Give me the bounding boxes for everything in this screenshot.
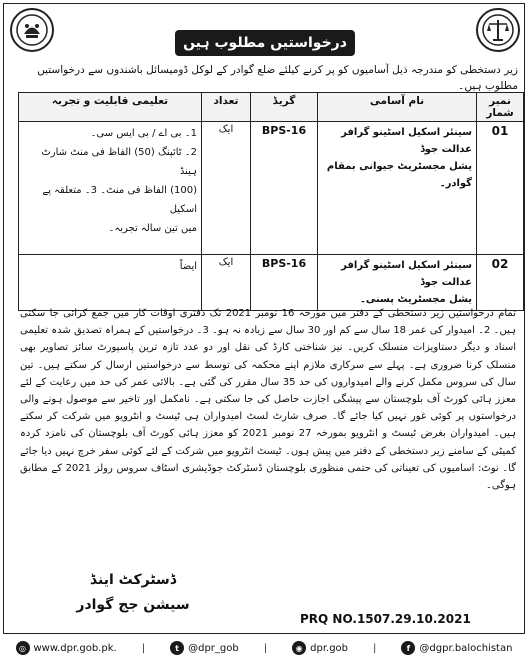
government-emblem-icon	[10, 8, 54, 52]
header-post-name: نام آسامی	[318, 93, 477, 122]
serial-number: 02	[477, 255, 524, 311]
header-count: تعداد	[202, 93, 251, 122]
serial-number: 01	[477, 122, 524, 255]
post-name-line: یشل مجسٹریٹ پسنی۔	[359, 294, 472, 305]
grade-value: BPS-16	[251, 122, 318, 255]
footer-twitter[interactable]	[170, 641, 239, 655]
post-name-line: یشل مجسٹریٹ جیوانی بمقام گوادر۔	[326, 161, 472, 189]
facebook-icon: f	[401, 641, 415, 655]
grade-value: BPS-16	[251, 255, 318, 311]
signature-line: ڈسٹرکٹ اینڈ	[89, 572, 177, 588]
post-name	[318, 122, 477, 255]
divider: |	[373, 642, 377, 654]
prq-number: PRQ NO.1507.29.10.2021	[300, 612, 471, 626]
qualification-line: 2۔ ٹائپنگ (50) الفاظ فی منٹ شارٹ ہینڈ	[41, 147, 197, 177]
scales-of-justice-icon	[476, 8, 520, 52]
page-title: درخواستیں مطلوب ہیں	[175, 30, 355, 56]
footer-facebook[interactable]	[401, 641, 512, 655]
post-name	[318, 255, 477, 311]
footer-website[interactable]	[16, 641, 117, 655]
divider: |	[141, 642, 146, 654]
twitter-handle[interactable]: @dpr_gob	[188, 642, 239, 654]
table-row	[19, 122, 524, 255]
intro-text: زیر دستخطی کو مندرجہ ذیل آسامیوں کو پر کرنے کیلئے ضلع گوادر کے لوکل ڈومیسائل باشندوں سے درخواستیں مطلوب ہیں۔	[37, 64, 518, 92]
count-value: ایک	[202, 255, 251, 311]
footer-instagram[interactable]	[292, 641, 348, 655]
signature-block	[58, 568, 208, 618]
post-name-line: سینئر اسکیل اسٹینو گرافر عدالت جوڈ	[341, 260, 472, 288]
count-value: ایک	[202, 122, 251, 255]
table-row	[19, 255, 524, 311]
header-grade: گریڈ	[251, 93, 318, 122]
vacancies-table	[18, 92, 524, 311]
qualification	[19, 122, 202, 255]
qualification-line: (100) الفاظ فی منٹ۔ 3۔ متعلقہ پے اسکیل	[42, 185, 197, 215]
footer	[3, 633, 525, 662]
qualification-line: میں تین سالہ تجربہ۔	[108, 223, 197, 234]
signature-line: سیشن جج گوادر	[76, 597, 190, 613]
qualification-line: 1۔ بی اے / بی ایس سی۔	[90, 128, 197, 139]
facebook-handle[interactable]: @dgpr.balochistan	[419, 642, 513, 654]
terms-and-conditions: تمام درخواستیں زیر دستخطی کے دفتر میں مورخہ 16 نومبر 2021 تک دفتری اوقات کار میں جمع کرائی جا سکتی ہیں۔ 2۔ امیدوار کی عمر 18 سال سے کم اور 30 سال سے زیادہ نہ ہو۔ 3۔ درخواستیں کے ہمراہ تصدیق شدہ تعلیمی اسناد و دیگر دستاویزات منسلک کریں۔ نیز شناختی کارڈ کی نقل اور دو عدد تازہ ترین پاسپورٹ سائز تصاویر بھی منسلک کرنا ضروری ہے۔ پہلے سے سرکاری ملازم اپنے محکمہ کی توسط سے درخواستیں ارسال کر سکتے ہیں۔ تین سال کی سروس مکمل کرنے والے امیدواروں کی حد 35 سال مقرر کی گئی ہے۔ بالائی عمر کی حد میں رعایت کے لئے معزز ہائی کورٹ آف بلوچستان سے پیشگی اجازت حاصل کی جا سکتی ہے۔ نامکمل اور تاخیر سے موصول ہونے والی درخواستوں پر کوئی غور نہیں کیا جائے گا۔ صرف شارٹ لسٹ امیدواران ہی ٹیسٹ و انٹرویو میں شرکت کر سکتے ہیں۔ امیدواران بغرض ٹیسٹ و انٹرویو بمورخہ 27 نومبر 2021 کو معزز ہائی کورٹ آف بلوچستان کی نامزد کردہ کمیٹی کے سامنے زیر دستخطی کے دفتر میں پیش ہوں۔ ٹیسٹ انٹرویو میں شرکت کے لئے کوئی سفر خرچ نہیں دیا جائے گا۔ نوٹ: اسامیوں کی تعیناتی کی حتمی منظوری بلوچستان ڈسٹرکٹ جوڈیشری اسٹاف سروس رولز 2021 کے مطابق ہوگی۔	[20, 308, 516, 492]
twitter-icon: t	[170, 641, 184, 655]
website-text[interactable]: www.dpr.gob.pk.	[33, 642, 117, 654]
globe-icon: ◎	[16, 641, 30, 655]
header-serial-number: نمبر شمار	[477, 93, 524, 122]
divider: |	[263, 642, 268, 654]
table-header-row	[19, 93, 524, 122]
instagram-handle[interactable]: dpr.gob	[310, 642, 349, 654]
qualification	[19, 255, 202, 311]
instagram-icon: ◉	[292, 641, 306, 655]
qualification-line: ایضاً	[179, 261, 197, 272]
header-qualification: تعلیمی قابلیت و تجربہ	[19, 93, 202, 122]
post-name-line: سینئر اسکیل اسٹینو گرافر عدالت جوڈ	[341, 127, 472, 155]
